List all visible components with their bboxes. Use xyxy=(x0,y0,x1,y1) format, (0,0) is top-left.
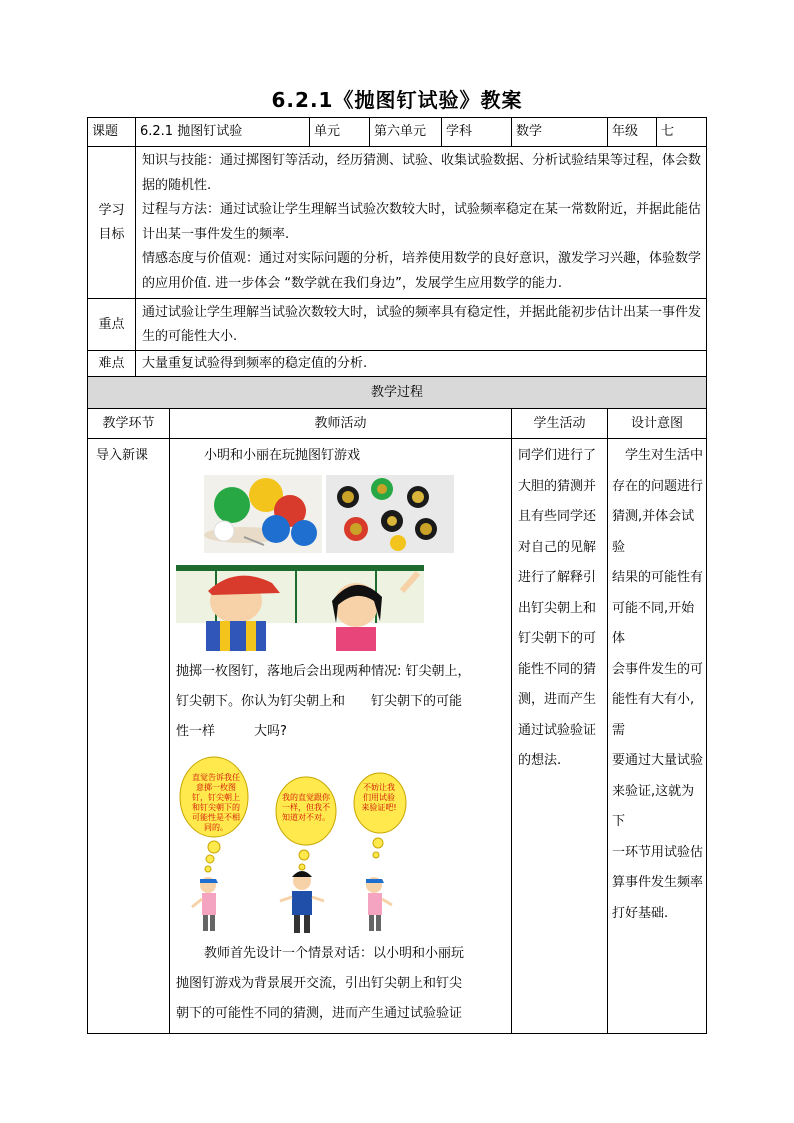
lesson-plan-table xyxy=(87,117,707,1034)
course-label: 课题 xyxy=(88,118,136,147)
pushpin-photo-1 xyxy=(204,475,322,553)
process-header: 教学过程 xyxy=(88,377,707,409)
stage-intro: 导入新课 xyxy=(88,439,170,1034)
teacher-question-2: 钉尖朝下。你认为钉尖朝上和 钉尖朝下的可能 xyxy=(176,694,463,709)
student-activity-line: 的想法. xyxy=(518,753,562,768)
grade-value: 七 xyxy=(657,118,707,147)
objectives-row xyxy=(88,147,707,299)
design-intent-line: 打好基础. xyxy=(612,905,669,921)
design-intent-line: 要通过大量试验 xyxy=(612,753,704,768)
process-header-row xyxy=(88,377,707,409)
teacher-summary-2: 抛图钉游戏为背景展开交流，引出钉尖朝上和钉尖 xyxy=(176,976,463,991)
student-activity-line: 钉尖朝下的可 xyxy=(518,631,597,646)
student-activity-line: 且有些同学还 xyxy=(518,509,597,524)
key-point-row xyxy=(88,299,707,351)
col-teacher: 教师活动 xyxy=(170,409,512,439)
lesson-row-intro xyxy=(88,439,707,1034)
student-activity-line: 大胆的猜测并 xyxy=(518,478,597,494)
grade-label: 年级 xyxy=(608,118,657,147)
design-intent-line: 一环节用试验估 xyxy=(612,844,704,860)
unit-label: 单元 xyxy=(310,118,370,147)
teacher-question-3: 性一样 大吗? xyxy=(176,724,287,739)
bubble-2-text: 我的直觉跟你一样，但我不知道对不对。 xyxy=(282,793,330,822)
teacher-summary-3: 朝下的可能性不同的猜测，进而产生通过试验验证 xyxy=(176,1006,463,1021)
objectives-label-1: 学习 xyxy=(98,202,125,218)
col-design: 设计意图 xyxy=(608,409,707,439)
objective-emotion: 情感态度与价值观：通过对实际问题的分析，培养使用数学的良好意识，激发学习兴趣，体验数学的应用价值. 进一步体会 “数学就在我们身边”，发展学生应用数学的能力. xyxy=(142,251,702,291)
student-activity-line: 能性不同的猜 xyxy=(518,661,597,677)
key-point-text: 通过试验让学生理解当试验次数较大时，试验的频率具有稳定性，并据此能初步估计出某一事件发生的可能性大小. xyxy=(136,299,707,351)
design-intent-line: 能性有大有小,需 xyxy=(612,692,695,738)
student-activity-line: 对自己的见解 xyxy=(518,539,597,555)
difficulty-row xyxy=(88,351,707,377)
unit-value: 第六单元 xyxy=(370,118,442,147)
teacher-activity-cell xyxy=(170,439,512,1034)
teacher-question-1: 抛掷一枚图钉，落地后会出现两种情况: 钉尖朝上， xyxy=(176,664,471,679)
objective-process: 过程与方法：通过试验让学生理解当试验次数较大时，试验频率稳定在某一常数附近，并据此能估计出某一事件发生的频率. xyxy=(142,202,702,242)
student-activity-line: 进行了解释引 xyxy=(518,570,597,585)
subject-value: 数学 xyxy=(512,118,608,147)
teacher-intro: 小明和小丽在玩抛图钉游戏 xyxy=(204,448,361,463)
difficulty-label: 难点 xyxy=(88,351,136,377)
design-intent-line: 来验证,这就为下 xyxy=(612,783,695,829)
student-activity-line: 通过试验验证 xyxy=(518,722,597,738)
student-activity-cell xyxy=(512,439,608,1034)
col-student: 学生活动 xyxy=(512,409,608,439)
page-title: 6.2.1《抛图钉试验》教案 xyxy=(271,88,523,112)
design-intent-line: 猜测,并体会试验 xyxy=(612,509,695,555)
course-value: 6.2.1 抛图钉试验 xyxy=(136,118,310,147)
design-intent-line: 算事件发生频率 xyxy=(612,875,704,890)
column-header-row xyxy=(88,409,707,439)
bubble-3-text: 不妨让我们用试验来验证吧! xyxy=(361,783,397,812)
difficulty-text: 大量重复试验得到频率的稳定值的分析. xyxy=(136,351,707,377)
pushpin-photo-2 xyxy=(326,475,454,553)
design-intent-line: 学生对生活中 xyxy=(612,448,704,463)
col-stage: 教学环节 xyxy=(88,409,170,439)
design-intent-cell xyxy=(608,439,707,1034)
design-intent-line: 会事件发生的可 xyxy=(612,661,704,677)
kids-cartoon xyxy=(176,561,424,651)
teacher-summary-1: 教师首先设计一个情景对话：以小明和小丽玩 xyxy=(204,946,465,961)
info-row xyxy=(88,118,707,147)
design-intent-line: 结果的可能性有 xyxy=(612,570,704,585)
objective-knowledge: 知识与技能：通过掷图钉等活动，经历猜测、试验、收集试验数据、分析试验结果等过程，体会数据的随机性. xyxy=(142,153,702,193)
student-activity-line: 同学们进行了 xyxy=(518,448,597,463)
student-activity-line: 测，进而产生 xyxy=(518,692,597,707)
subject-label: 学科 xyxy=(442,118,512,147)
design-intent-line: 存在的问题进行 xyxy=(612,478,704,494)
design-intent-line: 可能不同,开始体 xyxy=(612,600,695,646)
key-point-label: 重点 xyxy=(88,299,136,351)
objectives-label-2: 目标 xyxy=(98,226,125,242)
student-activity-line: 出钉尖朝上和 xyxy=(518,600,597,616)
bubble-1-text: 直觉告诉我任意掷一枚图钉，钉尖朝上和钉尖朝下的可能性是不相同的。 xyxy=(192,773,240,832)
